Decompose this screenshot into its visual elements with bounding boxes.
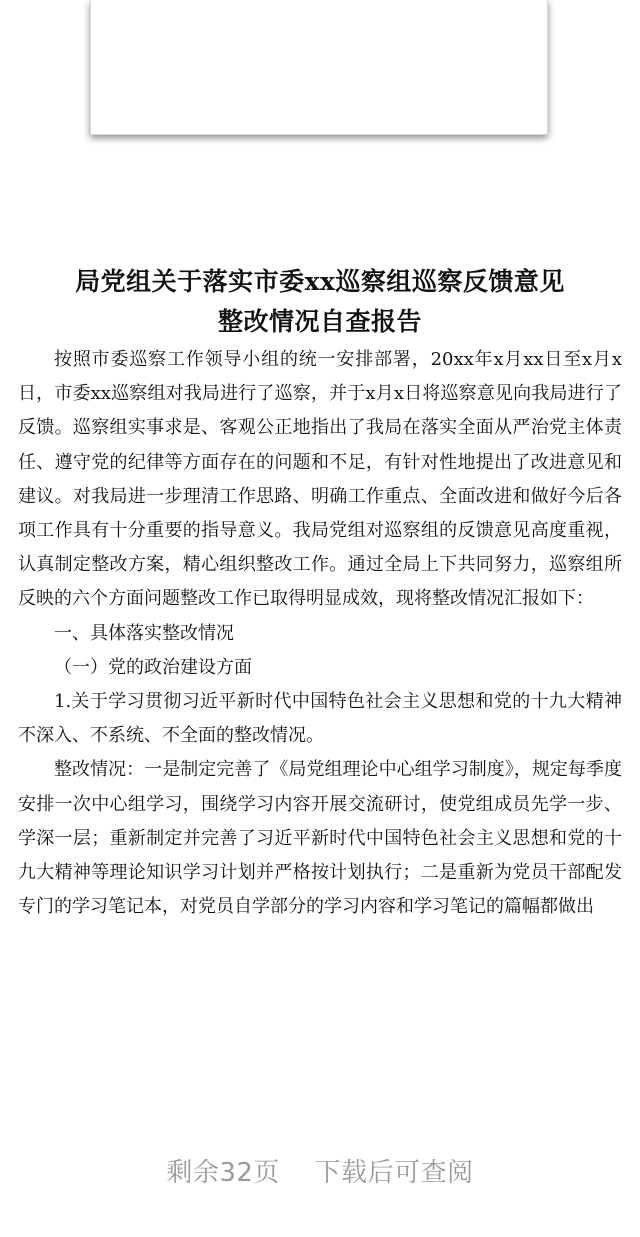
section-heading: 一、具体落实整改情况 (54, 622, 234, 644)
document-body (18, 343, 622, 924)
paragraph-rectification: 整改情况：一是制定完善了《局党组理论中心组学习制度》，规定每季度安排一次中心组学习，围绕学习内容开展交流研讨，使党组成员先学一步、学深一层；重新制定并完善了习近平新时代中国特色社会主义思想和党的十九大精神等理论知识学习计划并严格按计划执行；二是重新为党员干部配发专门的学习笔记本，对党员自学部分的学习内容和学习笔记的篇幅都做出 (18, 759, 622, 918)
previous-page-preview (90, 0, 548, 135)
document-title (0, 262, 640, 342)
paragraph-intro: 按照市委巡察工作领导小组的统一安排部署，20xx年x月xx日至x月x日，市委xx巡察组对我局进行了巡察，并于x月x日将巡察意见向我局进行了反馈。巡察组实事求是、客观公正地指出了我局在落实全面从严治党主体责任、遵守党的纪律等方面存在的问题和不足，有针对性地提出了改进意见和建议。对我局进一步理清工作思路、明确工作重点、全面改进和做好今后各项工作具有十分重要的指导意义。我局党组对巡察组的反馈意见高度重视，认真制定整改方案，精心组织整改工作。通过全局上下共同努力，巡察组所反映的六个方面问题整改工作已取得明显成效，现将整改情况汇报如下： (18, 349, 622, 610)
item-heading: 1.关于学习贯彻习近平新时代中国特色社会主义思想和党的十九大精神不深入、不系统、不全面的整改情况。 (18, 691, 622, 747)
title-line-1: 局党组关于落实市委xx巡察组巡察反馈意见 (75, 267, 565, 296)
download-prompt[interactable] (0, 1152, 640, 1189)
remaining-pages-label[interactable]: 剩余32页 (166, 1158, 280, 1188)
download-hint-label[interactable]: 下载后可查阅 (314, 1158, 474, 1188)
subsection-heading: （一）党的政治建设方面 (54, 656, 252, 678)
title-line-2: 整改情况自查报告 (217, 307, 422, 336)
